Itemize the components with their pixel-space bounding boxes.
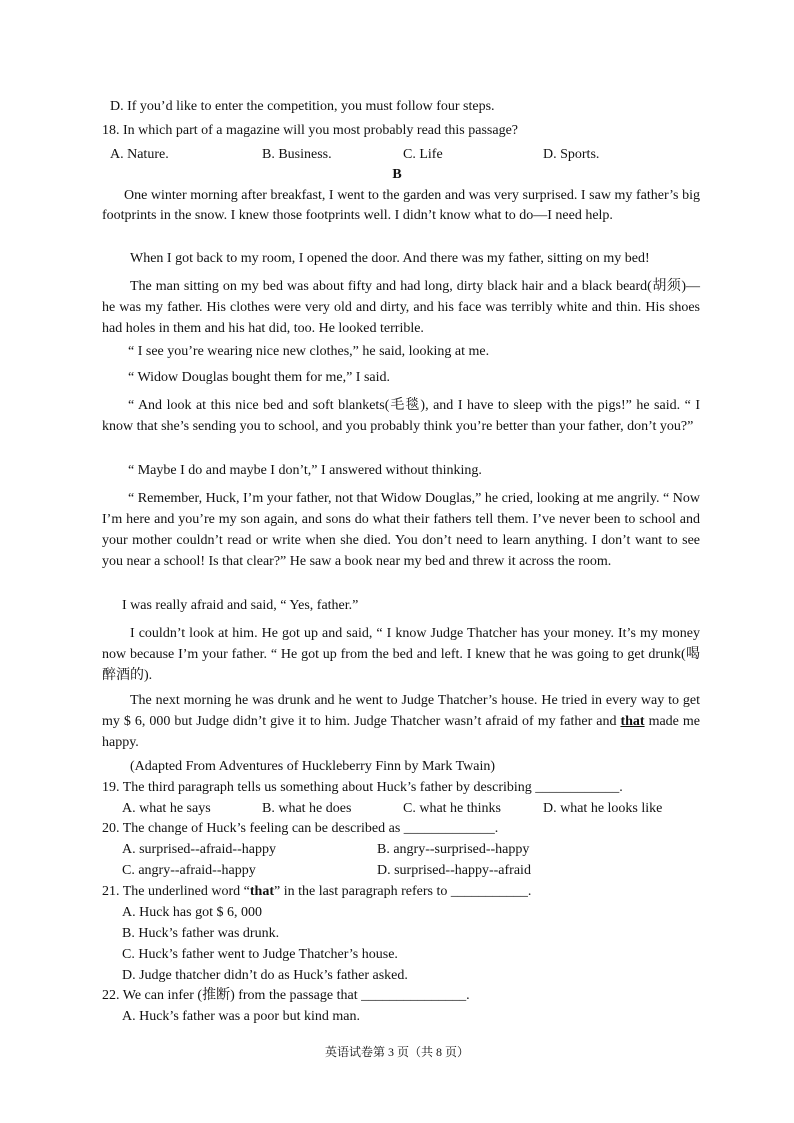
- q21-stem-start: 21. The underlined word “: [102, 884, 250, 899]
- q21-option-b: B. Huck’s father was drunk.: [122, 926, 280, 941]
- passage-paragraph-4: “ I see you’re wearing nice new clothes,” he said, looking at me.: [128, 344, 490, 359]
- passage-source: (Adapted From Adventures of Huckleberry Finn by Mark Twain): [130, 759, 496, 774]
- passage-paragraph-7: “ Maybe I do and maybe I don’t,” I answered without thinking.: [128, 463, 482, 478]
- passage-paragraph-5: “ Widow Douglas bought them for me,” I said.: [128, 370, 391, 385]
- underlined-word: that: [620, 714, 645, 729]
- passage-paragraph-1: One winter morning after breakfast, I went to the garden and was very surprised. I saw my father’s big footprints in the snow. I knew those footprints well. I didn’t know what to do—I need help.: [102, 188, 700, 223]
- q22-option-a: A. Huck’s father was a poor but kind man.: [122, 1009, 360, 1024]
- q17-option-d: D. If you’d like to enter the competition, you must follow four steps.: [110, 99, 495, 114]
- paragraph-11-text-end: made me happy.: [102, 714, 700, 750]
- q21-option-c: C. Huck’s father went to Judge Thatcher’s house.: [122, 947, 398, 962]
- q19-stem: 19. The third paragraph tells us something about Huck’s father by describing ____________.: [102, 780, 623, 795]
- passage-paragraph-9: I was really afraid and said, “ Yes, father.”: [122, 598, 359, 613]
- passage-paragraph-10: I couldn’t look at him. He got up and said, “ I know Judge Thatcher has your money. It’s my money now because I’m your father. “ He got up from the bed and left. I knew that he was going to get drunk(喝醉酒的).: [102, 626, 700, 683]
- q21-option-a: A. Huck has got $ 6, 000: [122, 905, 262, 920]
- q21-stem: [102, 883, 531, 901]
- q19-option-d: D. what he looks like: [543, 801, 663, 816]
- paragraph-11-text-start: The next morning he was drunk and he went to Judge Thatcher’s house. He tried in every way to get my $ 6, 000 but Judge didn’t give it to him. Judge Thatcher wasn’t afraid of my father and: [102, 693, 700, 729]
- q20-option-b: B. angry--surprised--happy: [377, 842, 530, 857]
- q18-option-c: C. Life: [403, 147, 443, 162]
- q20-option-a: A. surprised--afraid--happy: [122, 842, 276, 857]
- page-footer: 英语试卷第 3 页（共 8 页）: [324, 1045, 469, 1059]
- q20-option-d: D. surprised--happy--afraid: [377, 863, 531, 878]
- q21-stem-bold-word: that: [249, 884, 274, 899]
- q20-stem: 20. The change of Huck’s feeling can be described as _____________.: [102, 821, 499, 836]
- passage-paragraph-3: The man sitting on my bed was about fifty and had long, dirty black hair and a black beard(胡须)—he was my father. His clothes were very old and dirty, and his face was terribly white and thin. His shoes had holes in them and his hat did, too. He looked terrible.: [102, 279, 700, 336]
- q18-stem: 18. In which part of a magazine will you most probably read this passage?: [102, 123, 518, 138]
- q21-option-d: D. Judge thatcher didn’t do as Huck’s father asked.: [122, 968, 408, 983]
- q18-option-b: B. Business.: [262, 147, 332, 162]
- passage-paragraph-11: [102, 690, 700, 753]
- q22-stem: 22. We can infer (推断) from the passage that _______________.: [102, 988, 470, 1003]
- q19-option-b: B. what he does: [262, 801, 352, 816]
- q21-stem-end: ” in the last paragraph refers to ___________.: [274, 884, 532, 899]
- q20-option-c: C. angry--afraid--happy: [122, 863, 256, 878]
- section-heading: B: [392, 167, 402, 182]
- passage-paragraph-6: “ And look at this nice bed and soft blankets(毛毯), and I have to sleep with the pigs!” he said. “ I know that she’s sending you to school, and you probably think you’re better than your father, don’t you?”: [102, 398, 700, 434]
- q18-option-d: D. Sports.: [543, 147, 600, 162]
- passage-paragraph-2: When I got back to my room, I opened the door. And there was my father, sitting on my bed!: [130, 251, 650, 266]
- q19-option-a: A. what he says: [122, 801, 211, 816]
- passage-paragraph-8: “ Remember, Huck, I’m your father, not that Widow Douglas,” he cried, looking at me angrily. “ Now I’m here and you’re my son again, and sons do what their fathers tell them. I’ve never been to school and your mother couldn’t read or write when she died. You don’t need to learn anything. I don’t want to see you near a school! Is that clear?” He saw a book near my bed and threw it across the room.: [102, 491, 700, 569]
- q19-option-c: C. what he thinks: [403, 801, 501, 816]
- q18-option-a: A. Nature.: [110, 147, 169, 162]
